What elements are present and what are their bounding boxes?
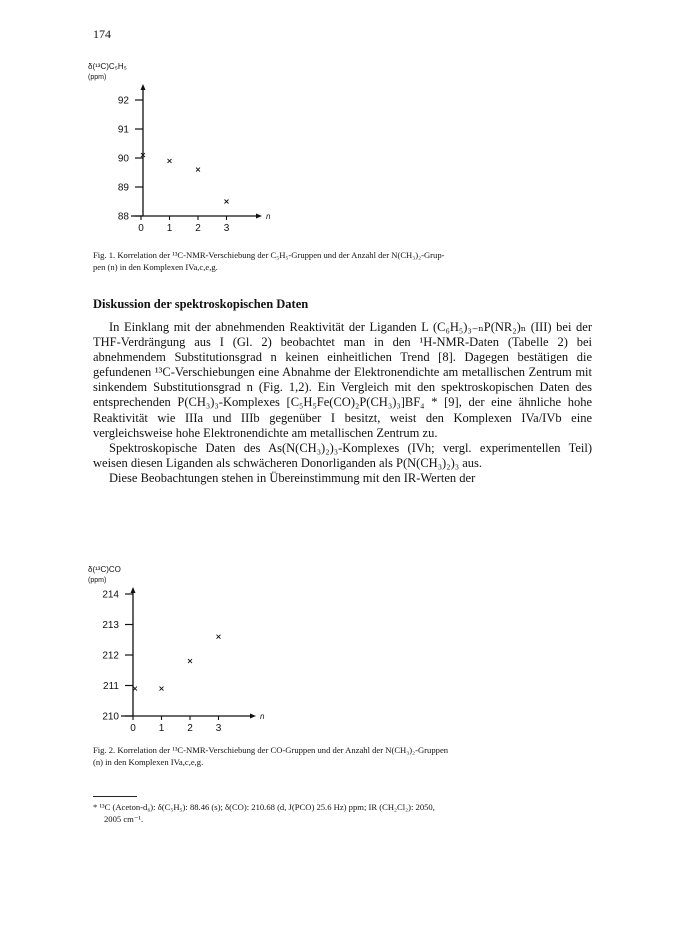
data-point — [217, 635, 221, 639]
x-axis-label: n — [260, 712, 265, 721]
footnote — [93, 801, 613, 825]
data-point — [188, 659, 192, 663]
x-axis-arrow — [256, 214, 262, 219]
paragraph-1: In Einklang mit der abnehmenden Reaktivität der Liganden L (C₆H₅)₃₋ₙP(NR₂)ₙ (III) bei der THF-Verdrängung aus I (Gl. 2) beobachtet man in den ¹H-NMR-Daten (Tabelle 2) bei abnehmendem Substitutionsgrad n keinen einheitlichen Trend [8]. Dagegen bestätigen die gefundenen ¹³C-Verschiebungen eine Abnahme der Elektronendichte am metallischen Zentrum mit sinkendem Substitutionsgrad n (Fig. 1,2). Ein Vergleich mit den spektroskopischen Daten des entsprechenden P(CH₃)₃-Komplexes [C₅H₅Fe(CO)₂P(CH₃)₃]BF₄ * [9], der eine ähnliche hohe Reaktivität wie IIIa und IIIb gegenüber I besitzt, weist den Komplexen IVa/IVb eine vergleichsweise hohe Elektronendichte am metallischen Zentrum zu. — [93, 320, 592, 440]
paragraph-3: Diese Beobachtungen stehen in Übereinstimmung mit den IR-Werten der — [109, 470, 476, 485]
y-tick-label: 90 — [117, 153, 129, 165]
x-axis-arrow — [250, 714, 256, 719]
x-tick-label: 1 — [166, 223, 173, 234]
y-tick-label: 89 — [117, 182, 129, 194]
data-point — [196, 168, 200, 172]
y-axis-arrow — [141, 84, 146, 90]
body-text — [93, 320, 592, 486]
section-heading: Diskussion der spektroskopischen Daten — [93, 297, 309, 311]
page-number: 174 — [93, 27, 111, 41]
x-tick-label: 2 — [187, 723, 193, 734]
x-axis-label: n — [266, 212, 271, 221]
y-tick-label: 88 — [117, 211, 129, 223]
x-tick-label: 3 — [215, 723, 222, 734]
figure-1-ylabel-unit: (ppm) — [88, 74, 107, 81]
data-point — [168, 159, 172, 163]
figure-2-chart — [80, 563, 310, 743]
data-point — [160, 687, 164, 691]
figure-1-caption-line-2: pen (n) in den Komplexen IVa,c,e,g. — [93, 262, 218, 272]
y-tick-label: 92 — [117, 95, 129, 107]
figure-2-ylabel-unit: (ppm) — [88, 577, 107, 584]
x-tick-label: 0 — [138, 223, 144, 234]
figure-2-caption — [93, 744, 613, 768]
figure-1-caption — [93, 249, 613, 273]
x-tick-label: 0 — [130, 723, 136, 734]
figure-2-caption-line-2: (n) in den Komplexen IVa,c,e,g. — [93, 757, 204, 767]
paragraph-2: Spektroskopische Daten des As(N(CH₃)₂)₃-Komplexes (IVh; vergl. experimentellen Teil) weisen diesen Liganden als schwächeren Donorliganden als P(N(CH₃)₂)₃ aus. — [93, 440, 592, 470]
y-tick-label: 212 — [102, 650, 119, 662]
x-tick-label: 1 — [158, 723, 165, 734]
x-tick-label: 3 — [223, 223, 230, 234]
figure-1-marks — [118, 84, 271, 234]
y-axis-arrow — [131, 587, 136, 593]
figure-1-ylabel: δ(¹³C)C₅H₅ — [88, 62, 127, 71]
y-tick-label: 91 — [117, 124, 129, 136]
y-tick-label: 211 — [103, 681, 119, 692]
footnote-line-1: * ¹³C (Aceton-d₆): δ(C₅H₅): 88.46 (s); δ(CO): 210.68 (d, J(PCO) 25.6 Hz) ppm; IR (CH₂Cl₂): 2050, — [93, 802, 435, 812]
footnote-line-2: 2005 cm⁻¹. — [104, 814, 144, 824]
x-tick-label: 2 — [195, 223, 201, 234]
figure-2-ylabel: δ(¹³C)CO — [88, 565, 121, 574]
y-tick-label: 210 — [102, 711, 119, 723]
data-point — [225, 200, 229, 204]
y-tick-label: 214 — [102, 589, 119, 601]
figure-2-marks — [102, 587, 265, 734]
footnote-rule — [93, 796, 137, 797]
figure-2-caption-line-1: Fig. 2. Korrelation der ¹³C-NMR-Verschiebung der CO-Gruppen und der Anzahl der N(CH₃)₂-Gruppen — [93, 745, 449, 755]
figure-1-caption-line-1: Fig. 1. Korrelation der ¹³C-NMR-Verschiebung der C₅H₅-Gruppen und der Anzahl der N(CH₃)₂-Grup- — [93, 250, 445, 260]
figure-1-chart — [80, 55, 310, 240]
y-tick-label: 213 — [102, 620, 119, 631]
